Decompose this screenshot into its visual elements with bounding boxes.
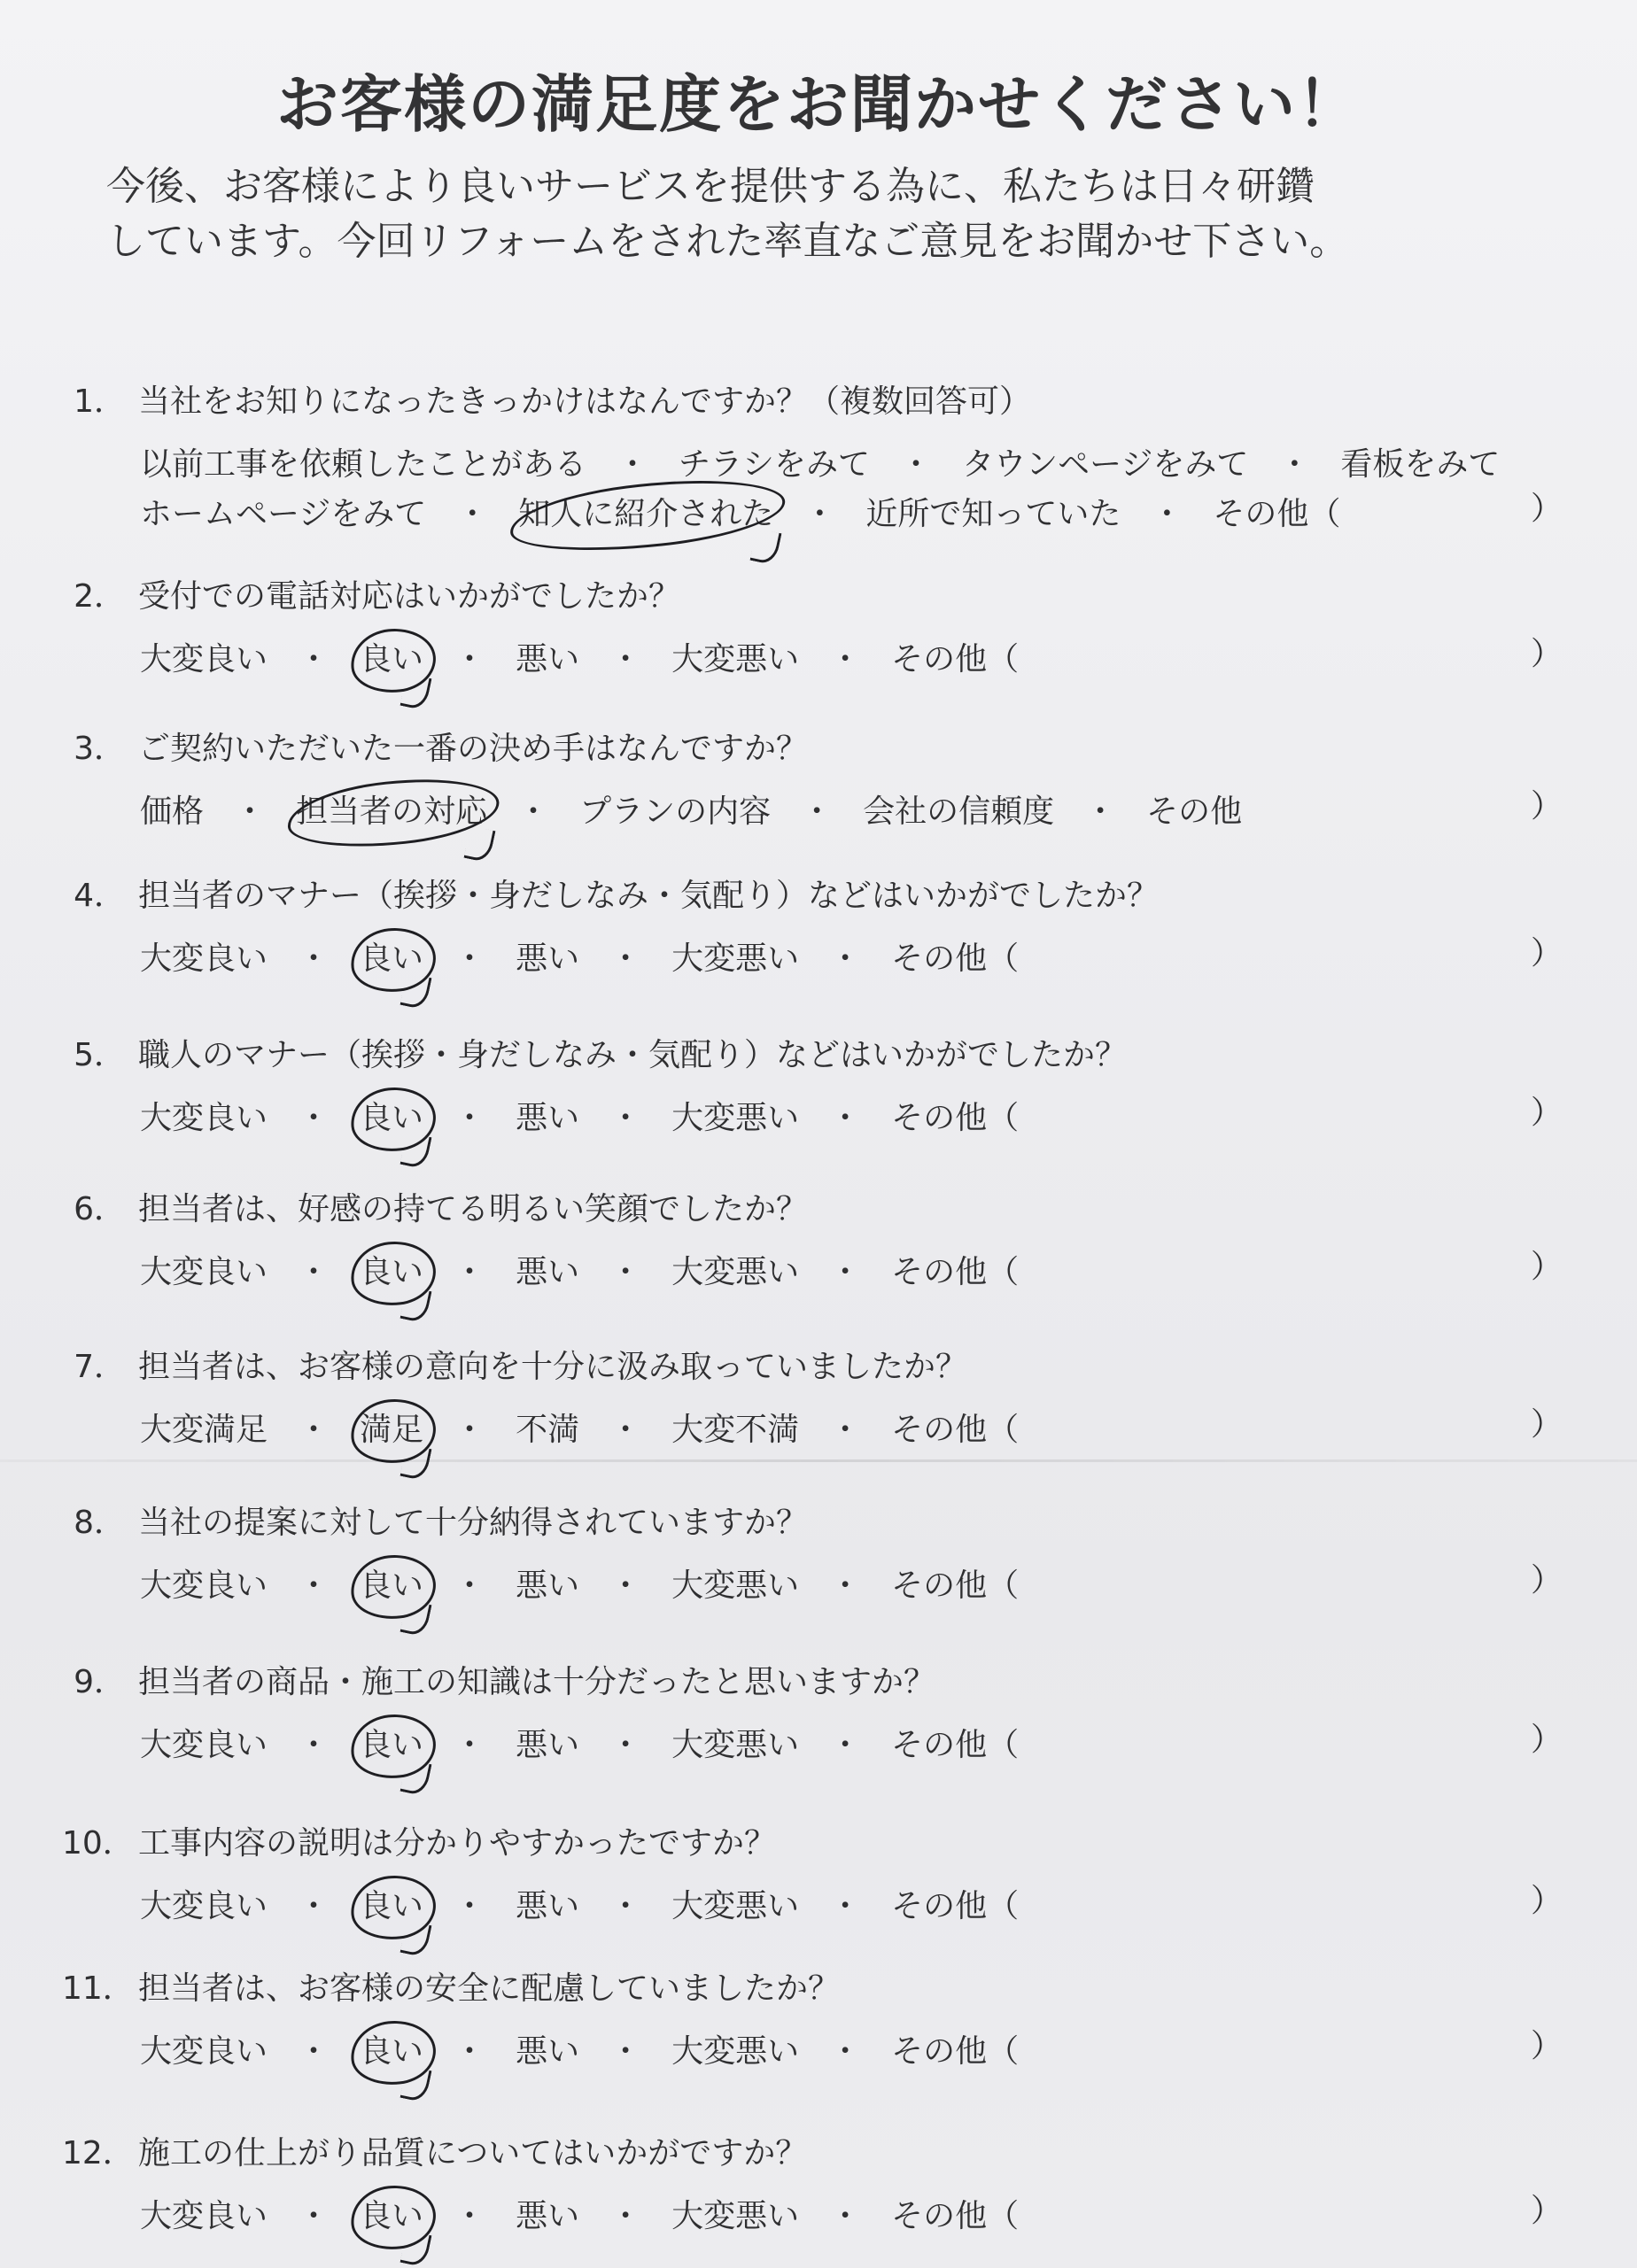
question-block [62, 381, 1586, 537]
option-separator: ・ [454, 940, 486, 977]
answer-option-label: その他（ [891, 1100, 1020, 1136]
question-text [62, 875, 1586, 917]
question-label: ご契約いただいた一番の決め手はなんですか？ [138, 731, 809, 767]
answer-option-label: 大変良い [140, 940, 268, 977]
answer-option[interactable] [891, 1564, 1019, 1608]
answer-options-row [140, 2194, 1586, 2239]
circle-mark-tail [400, 2065, 432, 2102]
answer-option-label: 良い [360, 2033, 424, 2070]
circle-mark-tail [400, 1920, 432, 1957]
answer-option-label: 悪い [516, 1727, 580, 1763]
option-separator: ・ [803, 496, 836, 532]
answer-option[interactable] [516, 1885, 579, 1929]
answer-option-label: 大変悪い [671, 1100, 800, 1136]
answer-option[interactable] [360, 1723, 423, 1768]
option-separator: ・ [609, 1567, 642, 1604]
question-block [62, 2133, 1586, 2239]
question-number: 8． [74, 1505, 126, 1541]
question-text [62, 1346, 1586, 1389]
answer-option[interactable] [891, 1723, 1019, 1768]
answer-option-label: 価格 [140, 793, 205, 830]
answer-options-row [140, 638, 1586, 682]
answer-option-label: 良い [360, 641, 424, 677]
answer-option[interactable] [516, 1096, 579, 1141]
option-separator: ・ [609, 1888, 642, 1924]
answer-option-label: 悪い [516, 1888, 580, 1924]
answer-option[interactable] [360, 937, 423, 981]
answer-option[interactable] [1146, 790, 1242, 834]
answer-option[interactable] [671, 638, 799, 682]
answer-option-label: 大変良い [140, 1254, 268, 1290]
question-text [62, 576, 1586, 618]
answer-option[interactable] [518, 492, 773, 537]
answer-option-label: 大変悪い [671, 940, 800, 977]
option-separator: ・ [829, 1888, 862, 1924]
option-separator: ・ [454, 1254, 486, 1290]
option-separator: ・ [298, 1412, 330, 1448]
answer-option-label: タウンページをみて [962, 446, 1249, 483]
question-number: 2． [74, 578, 126, 615]
answer-option[interactable] [671, 1564, 799, 1608]
option-separator: ・ [298, 2033, 330, 2070]
question-label: 職人のマナー（挨拶・身だしなみ・気配り）などはいかがでしたか？ [138, 1037, 1128, 1073]
answer-option[interactable] [140, 1096, 268, 1141]
answer-option-label: その他（ [891, 1727, 1020, 1763]
answer-option[interactable] [891, 1885, 1019, 1929]
answer-option[interactable] [516, 1408, 579, 1452]
answer-options-row [140, 492, 1586, 537]
option-separator: ・ [829, 1100, 862, 1136]
circle-mark-tail [400, 1444, 432, 1481]
question-block [62, 875, 1586, 981]
question-block [62, 728, 1586, 834]
question-number: 11． [62, 1970, 135, 2007]
answer-options-row [140, 443, 1586, 487]
answer-option-label: その他（ [891, 2033, 1020, 2070]
circle-mark-tail [400, 1286, 432, 1323]
circle-mark-tail [400, 972, 432, 1010]
other-answer-close-paren: ） [1531, 2028, 1563, 2064]
circle-mark-tail [400, 1599, 432, 1637]
option-separator: ・ [1151, 496, 1183, 532]
answer-option[interactable] [891, 1408, 1019, 1452]
answer-option[interactable] [671, 1723, 799, 1768]
answer-option[interactable] [891, 1250, 1019, 1295]
answer-option-label: 良い [360, 1888, 424, 1924]
answer-option[interactable] [962, 443, 1248, 487]
answer-option[interactable] [360, 1096, 423, 1141]
answer-options-row [140, 2030, 1586, 2074]
answer-option[interactable] [140, 937, 268, 981]
other-answer-close-paren: ） [1531, 1562, 1563, 1598]
answer-option[interactable] [516, 2030, 579, 2074]
option-separator: ・ [609, 1412, 642, 1448]
answer-option-label: 看板をみて [1340, 446, 1501, 483]
answer-option-label: 大変良い [140, 641, 268, 677]
answer-option-label: チラシをみて [679, 446, 871, 483]
question-text [62, 1823, 1586, 1865]
option-separator: ・ [1278, 446, 1311, 483]
question-label: 当社をお知りになったきっかけはなんですか？（複数回答可） [138, 383, 1032, 420]
answer-option-label: 悪い [516, 1100, 580, 1136]
circle-mark-tail [750, 528, 782, 565]
answer-options-row [140, 790, 1586, 834]
option-separator: ・ [829, 2033, 862, 2070]
answer-option-label: 大変良い [140, 1727, 268, 1763]
option-separator: ・ [454, 641, 486, 677]
answer-option[interactable] [360, 1564, 423, 1608]
answer-option-label: 大変悪い [671, 1727, 800, 1763]
page-title: お客様の満足度をお聞かせください！ [276, 68, 1361, 141]
answer-option-label: 大変良い [140, 1567, 268, 1604]
answer-option[interactable] [516, 2194, 579, 2239]
answer-option-label: その他（ [891, 1567, 1020, 1604]
answer-option[interactable] [1213, 492, 1340, 537]
answer-option-label: 近所で知っていた [865, 496, 1121, 532]
answer-option-label: その他（ [891, 1888, 1020, 1924]
option-separator: ・ [298, 940, 330, 977]
question-number: 10． [62, 1825, 135, 1862]
question-number: 9． [74, 1664, 126, 1700]
option-separator: ・ [829, 641, 862, 677]
other-answer-close-paren: ） [1531, 2193, 1563, 2229]
answer-option-label: 大変悪い [671, 641, 800, 677]
answer-option-label: プランの内容 [579, 793, 772, 830]
question-text [62, 1661, 1586, 1704]
option-separator: ・ [829, 940, 862, 977]
question-text [62, 1968, 1586, 2010]
option-separator: ・ [298, 1100, 330, 1136]
circle-mark-tail [400, 1759, 432, 1796]
option-separator: ・ [234, 793, 267, 830]
answer-option-label: 良い [360, 1100, 424, 1136]
answer-option[interactable] [140, 1564, 268, 1608]
question-text [62, 1188, 1586, 1231]
question-number: 4． [74, 878, 126, 914]
answer-option-label: 大変不満 [671, 1412, 800, 1448]
question-number: 1． [74, 383, 126, 420]
question-block [62, 1968, 1586, 2074]
answer-option-label: 大変良い [140, 2198, 268, 2234]
answer-options-row [140, 1250, 1586, 1295]
answer-option[interactable] [140, 2030, 268, 2074]
option-separator: ・ [456, 496, 489, 532]
question-text [62, 728, 1586, 770]
answer-options-row [140, 1096, 1586, 1141]
answer-option[interactable] [865, 492, 1121, 537]
option-separator: ・ [298, 1254, 330, 1290]
answer-option[interactable] [140, 2194, 268, 2239]
answer-option-label: 会社の信頼度 [863, 793, 1055, 830]
option-separator: ・ [609, 940, 642, 977]
answer-option-label: 悪い [516, 1567, 580, 1604]
answer-option-label: その他（ [891, 641, 1020, 677]
answer-option-label: その他（ [891, 940, 1020, 977]
answer-option-label: 悪い [516, 2033, 580, 2070]
option-separator: ・ [609, 2033, 642, 2070]
answer-option-label: 満足 [360, 1412, 424, 1448]
intro-line-2: しています。今回リフォームをされた率直なご意見をお聞かせ下さい。 [106, 219, 1349, 264]
question-block [62, 1346, 1586, 1452]
answer-option[interactable] [671, 937, 799, 981]
answer-option-label: 悪い [516, 1254, 580, 1290]
answer-option[interactable] [360, 638, 423, 682]
question-text [62, 1034, 1586, 1077]
intro-text [106, 159, 1559, 269]
answer-option-label: その他（ [891, 1412, 1020, 1448]
answer-option[interactable] [360, 1408, 423, 1452]
option-separator: ・ [801, 793, 834, 830]
answer-option[interactable] [863, 790, 1054, 834]
option-separator: ・ [609, 1100, 642, 1136]
answer-option[interactable] [516, 638, 579, 682]
question-block [62, 1034, 1586, 1141]
option-separator: ・ [454, 1100, 486, 1136]
answer-option[interactable] [296, 790, 487, 834]
option-separator: ・ [298, 2198, 330, 2234]
answer-option-label: 知人に紹介された [518, 496, 774, 532]
option-separator: ・ [454, 1888, 486, 1924]
question-text [62, 2133, 1586, 2175]
option-separator: ・ [454, 1412, 486, 1448]
answer-option-label: 不満 [516, 1412, 580, 1448]
other-answer-close-paren: ） [1531, 1095, 1563, 1131]
answer-option[interactable] [1340, 443, 1500, 487]
answer-option[interactable] [891, 2194, 1019, 2239]
answer-option-label: その他（ [1213, 496, 1341, 532]
answer-option-label: 以前工事を依頼したことがある [140, 446, 587, 483]
answer-options-row [140, 1408, 1586, 1452]
option-separator: ・ [454, 1727, 486, 1763]
option-separator: ・ [298, 1567, 330, 1604]
other-answer-close-paren: ） [1531, 1883, 1563, 1919]
question-label: 担当者の商品・施工の知識は十分だったと思いますか？ [138, 1664, 936, 1700]
question-number: 12． [62, 2135, 135, 2171]
answer-option[interactable] [671, 2030, 799, 2074]
answer-option[interactable] [140, 1250, 268, 1295]
answer-option-label: 悪い [516, 2198, 580, 2234]
option-separator: ・ [829, 1254, 862, 1290]
answer-option-label: 良い [360, 2198, 424, 2234]
question-label: 施工の仕上がり品質についてはいかがですか？ [138, 2135, 808, 2171]
question-label: 担当者は、お客様の意向を十分に汲み取っていましたか？ [138, 1349, 968, 1385]
answer-option[interactable] [891, 2030, 1019, 2074]
question-block [62, 1823, 1586, 1929]
question-block [62, 576, 1586, 682]
answer-option-label: 大変悪い [671, 1567, 800, 1604]
answer-option[interactable] [891, 937, 1019, 981]
answer-option-label: 大変悪い [671, 1254, 800, 1290]
answer-option-label: その他 [1146, 793, 1243, 830]
option-separator: ・ [609, 1727, 642, 1763]
answer-option[interactable] [671, 1885, 799, 1929]
answer-option[interactable] [671, 1408, 799, 1452]
answer-option[interactable] [140, 638, 268, 682]
option-separator: ・ [829, 1412, 862, 1448]
answer-option[interactable] [891, 638, 1019, 682]
answer-option-label: 悪い [516, 641, 580, 677]
option-separator: ・ [454, 2033, 486, 2070]
option-separator: ・ [900, 446, 933, 483]
answer-options-row [140, 1723, 1586, 1768]
answer-option[interactable] [516, 1564, 579, 1608]
answer-option-label: 担当者の対応 [296, 793, 488, 830]
answer-option[interactable] [360, 1885, 423, 1929]
answer-option[interactable] [360, 2194, 423, 2239]
question-block [62, 1502, 1586, 1608]
answer-option[interactable] [140, 443, 586, 487]
answer-option[interactable] [516, 1723, 579, 1768]
option-separator: ・ [829, 2198, 862, 2234]
question-text [62, 381, 1586, 423]
option-separator: ・ [829, 1727, 862, 1763]
question-label: 担当者のマナー（挨拶・身だしなみ・気配り）などはいかがでしたか？ [138, 878, 1160, 914]
answer-option-label: 大変良い [140, 1100, 268, 1136]
question-text [62, 1502, 1586, 1544]
option-separator: ・ [517, 793, 550, 830]
answer-option-label: その他（ [891, 1254, 1020, 1290]
answer-option[interactable] [516, 937, 579, 981]
option-separator: ・ [298, 641, 330, 677]
answer-option[interactable] [140, 790, 204, 834]
answer-option-label: 大変悪い [671, 1888, 800, 1924]
question-label: 担当者は、お客様の安全に配慮していましたか？ [138, 1970, 841, 2007]
answer-option[interactable] [516, 1250, 579, 1295]
circle-mark-tail [400, 673, 432, 710]
answer-options-row [140, 1564, 1586, 1608]
other-answer-close-paren: ） [1531, 788, 1563, 824]
answer-option[interactable] [140, 1723, 268, 1768]
circle-mark-tail [400, 2230, 432, 2267]
answer-options-row [140, 1885, 1586, 1929]
answer-option[interactable] [579, 790, 771, 834]
answer-option-label: 大変満足 [140, 1412, 268, 1448]
question-block [62, 1188, 1586, 1295]
option-separator: ・ [829, 1567, 862, 1604]
answer-option[interactable] [891, 1096, 1019, 1141]
answer-option[interactable] [360, 1250, 423, 1295]
option-separator: ・ [298, 1727, 330, 1763]
answer-option-label: 大変悪い [671, 2033, 800, 2070]
other-answer-close-paren: ） [1531, 1249, 1563, 1285]
question-number: 3． [74, 731, 126, 767]
answer-option-label: 大変良い [140, 2033, 268, 2070]
option-separator: ・ [454, 1567, 486, 1604]
option-separator: ・ [298, 1888, 330, 1924]
intro-line-1: 今後、お客様により良いサービスを提供する為に、私たちは日々研鑽 [106, 164, 1315, 209]
answer-option[interactable] [671, 1096, 799, 1141]
answer-option-label: 良い [360, 940, 424, 977]
answer-option[interactable] [360, 2030, 423, 2074]
paper-fold-line [0, 1459, 1637, 1462]
answer-option[interactable] [140, 1408, 268, 1452]
question-number: 6． [74, 1191, 126, 1227]
answer-option[interactable] [671, 2194, 799, 2239]
answer-option[interactable] [140, 492, 426, 537]
answer-option-label: 良い [360, 1727, 424, 1763]
option-separator: ・ [609, 1254, 642, 1290]
circle-mark-tail [400, 1132, 432, 1169]
answer-option-label: 悪い [516, 940, 580, 977]
answer-option[interactable] [140, 1885, 268, 1929]
other-answer-close-paren: ） [1531, 1722, 1563, 1758]
answer-option-label: 良い [360, 1254, 424, 1290]
answer-option[interactable] [671, 1250, 799, 1295]
question-label: 当社の提案に対して十分納得されていますか？ [138, 1505, 809, 1541]
other-answer-close-paren: ） [1531, 491, 1563, 527]
option-separator: ・ [454, 2198, 486, 2234]
question-label: 受付での電話対応はいかがでしたか？ [138, 578, 681, 615]
answer-option-label: 大変悪い [671, 2198, 800, 2234]
answer-option-label: 大変良い [140, 1888, 268, 1924]
question-number: 7． [74, 1349, 126, 1385]
answer-options-row [140, 937, 1586, 981]
answer-option-label: その他（ [891, 2198, 1020, 2234]
question-label: 工事内容の説明は分かりやすかったですか？ [138, 1825, 777, 1862]
question-block [62, 1661, 1586, 1768]
other-answer-close-paren: ） [1531, 1406, 1563, 1443]
other-answer-close-paren: ） [1531, 935, 1563, 971]
option-separator: ・ [1084, 793, 1117, 830]
option-separator: ・ [609, 2198, 642, 2234]
option-separator: ・ [609, 641, 642, 677]
circle-mark-tail [464, 825, 496, 863]
answer-option-label: 良い [360, 1567, 424, 1604]
question-label: 担当者は、好感の持てる明るい笑顔でしたか？ [138, 1191, 809, 1227]
option-separator: ・ [617, 446, 649, 483]
question-number: 5． [74, 1037, 126, 1073]
other-answer-close-paren: ） [1531, 636, 1563, 672]
answer-option-label: ホームページをみて [140, 496, 427, 532]
